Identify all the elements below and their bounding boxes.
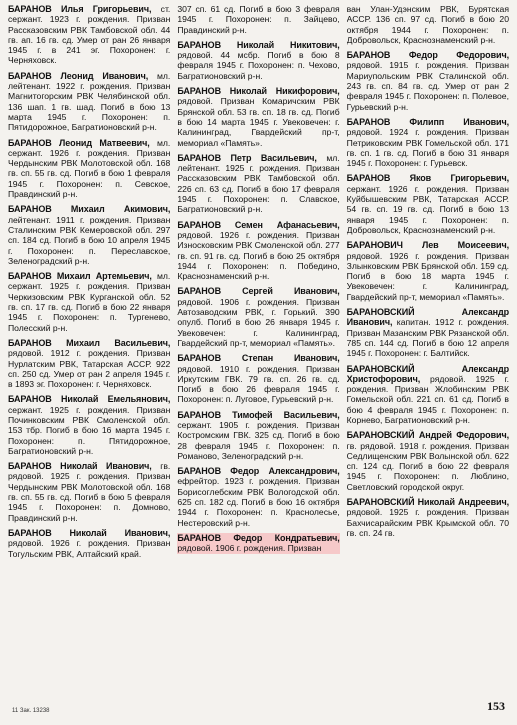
record-entry (177, 353, 339, 404)
record-text: рядовой. 1926 г. рождения. Призван Тогульским РВК, Алтайский край. (8, 538, 171, 559)
record-text: мл. лейтенант. 1922 г. рождения. Призван Магнитогорским РВК Челябинской обл. 136 шап. 1 гв. шад. Погиб в бою 13 марта 1945 г. Похоронен: п. Пятидорожное, Багратионовский р-н. (8, 70, 171, 133)
record-text: рядовой. 1925 г. рождения. Призван Жлобинским РВК Гомельской обл. 221 сп. 61 сд. Погиб в бою 4 февраля 1945 г. Похоронен: п. Корнево, Багратионовский р-н. (346, 373, 509, 425)
record-entry (177, 40, 339, 81)
record-text: мл. лейтенант. 1925 г. рождения. Призван Рассказовским РВК Тамбовской обл. 226 сп. 63 сд. Погиб в бою 17 февраля 1945 г. Похоронен: п. Славское, Багратионовский р-н. (177, 152, 340, 215)
record-name: БАРАНОВ Леонид Матвеевич, (8, 137, 150, 148)
record-text: ефрейтор. 1923 г. рождения. Призван Борисоглебским РВК Вологодской обл. 625 сп. 182 сд. Погиб в бою 16 октября 1944 г. Похоронен: п. Краснолесье, Нестеровский р-н. (177, 476, 340, 528)
record-entry (8, 461, 170, 523)
record-name: БАРАНОВ Семен Афанасьевич, (177, 219, 340, 230)
record-name: БАРАНОВ Илья Григорьевич, (8, 4, 152, 14)
record-entry (177, 286, 339, 348)
record-name: БАРАНОВ Филипп Иванович, (346, 116, 509, 127)
record-text: сержант. 1905 г. рождения. Призван Костромским ГВК. 325 сд. Погиб в бою 28 февраля 1945 г. Похоронен: п. Романово, Зеленоградский р-н. (177, 419, 340, 461)
record-entry (177, 4, 339, 35)
record-entry (347, 307, 509, 358)
record-entry (347, 240, 509, 302)
record-entry (177, 220, 339, 282)
record-text: рядовой. 1912 г. рождения. Призван Нурлатским РВК, Татарская АССР. 922 сп. 250 сд. Умер от ран 2 апреля 1945 г. в 1893 эг. Похоронен: г. Черняховск. (8, 348, 171, 390)
record-name: БАРАНОВ Николай Никифорович, (177, 86, 340, 97)
record-entry (8, 138, 170, 200)
record-entry (8, 338, 170, 389)
record-name: БАРАНОВ Николай Емельянович, (8, 394, 171, 405)
record-entry (347, 117, 509, 168)
record-name: БАРАНОВ Николай Иванович, (8, 461, 152, 472)
record-entry (347, 4, 509, 45)
record-text: мл. сержант. 1925 г. рождения. Призван Черкизовским РВК Курганской обл. 52 гв. сп. 17 гв. сд. Погиб в бою 22 января 1945 г. Похоронен: п. Тургенево, Полесский р-н. (8, 271, 171, 333)
record-name: БАРАНОВ Михаил Артемьевич, (8, 271, 152, 282)
record-text: рядовой. Призван Комаричским РВК Брянской обл. 53 гв. сп. 18 гв. сд. Погиб в бою 14 марта 1945 г. Увековечен: г. Калининград, Гвардейский пр-т, мемориал «Память». (177, 96, 340, 148)
record-entry (8, 71, 170, 133)
page-footer (12, 688, 505, 714)
record-entry (347, 497, 509, 538)
record-name: БАРАНОВ Федор Федорович, (346, 50, 509, 61)
record-text: сержант. 1926 г. рождения. Призван Куйбышевским РВК, Татарская АССР. 54 гв. сп. 19 гв. сд. Погиб в бою 13 января 1945 г. Похоронен: п. Добровольск, Краснознаменский р-н. (346, 183, 509, 235)
record-name: БАРАНОВСКИЙ Андрей Федорович, (346, 430, 509, 441)
record-name: БАРАНОВ Сергей Иванович, (177, 286, 340, 297)
record-entry (8, 204, 170, 266)
record-text: рядовой. 1906 г. рождения. Призван Автозаводским РВК, г. Горький. 390 опулб. Погиб в бою 26 января 1945 г. Увековечен: г. Калининград, Гвардейский пр-т, мемориал «Память». (177, 296, 340, 348)
record-name: БАРАНОВ Тимофей Васильевич, (177, 409, 340, 420)
record-entry (177, 153, 339, 215)
record-name: БАРАНОВ Николай Никитович, (177, 39, 340, 50)
record-entry (8, 528, 170, 559)
record-entry (8, 394, 170, 456)
signature-code: 11 Зак. 13238 (12, 708, 50, 714)
record-text: лейтенант. 1911 г. рождения. Призван Сталинским РВК Кемеровской обл. 297 сп. 184 сд. Погиб в бою 10 апреля 1945 г. Похоронен: п. Переславское, Зеленоградский р-н. (8, 214, 171, 266)
record-text: ст. сержант. 1923 г. рождения. Призван Рассказовским РВК Тамбовской обл. 44 гв. ап. 16 гв. сд. Умер от ран 26 января 1945 г. в 241 эг. Похоронен: г. Черняховск. (8, 4, 171, 66)
record-entry (8, 4, 170, 66)
record-text: рядовой. 1910 г. рождения. Призван Иркутским ГВК. 79 гв. сп. 26 гв. сд. Погиб в бою 26 февраля 1945 г. Похоронен: п. Луговое, Гурьевский р-н. (177, 363, 340, 405)
record-entry (347, 173, 509, 235)
record-text: гв. рядовой. 1918 г. рождения. Призван Седлищенским РВК Волынской обл. 622 сп. 124 сд. Погиб в бою 22 февраля 1945 г. Похоронен: п. Люблино, Светловский городской округ. (346, 440, 509, 492)
column-2 (177, 4, 339, 684)
record-name: БАРАНОВ Федор Кондратьевич, (177, 532, 340, 543)
record-text: ван Улан-Удэнским РВК, Бурятская АССР. 136 сп. 97 сд. Погиб в бою 20 октября 1944 г. Похоронен: п. Добровольск, Краснознаменский р-н. (346, 4, 509, 45)
record-text: 307 сп. 61 сд. Погиб в бою 3 февраля 1945 г. Похоронен: п. Зайцево, Правдинский р-н. (177, 4, 340, 35)
page-number: 153 (487, 699, 505, 713)
record-entry (347, 50, 509, 112)
record-entry (177, 466, 339, 528)
record-name: БАРАНОВСКИЙ Александр Христофорович, (346, 363, 509, 384)
column-1 (8, 4, 170, 684)
record-name: БАРАНОВ Леонид Иванович, (8, 70, 149, 81)
record-name: БАРАНОВ Николай Иванович, (8, 527, 171, 538)
record-text: рядовой. 44 мсбр. Погиб в бою 8 февраля 1945 г. Похоронен: п. Чехово, Багратионовский р-н. (177, 50, 340, 81)
record-text: сержант. 1925 г. рождения. Призван Починковским РВК Смоленской обл. 153 тбр. Погиб в бою 16 марта 1945 г. Похоронен: п. Пятидорожное, Багратионовский р-н. (8, 404, 171, 456)
record-text: капитан. 1912 г. рождения. Призван Мазанским РВК Рязанской обл. 785 сп. 144 сд. Погиб в бою 12 апреля 1945 г. Похоронен: г. Балтийск. (346, 317, 509, 359)
record-entry (177, 533, 339, 554)
record-name: БАРАНОВ Петр Васильевич, (177, 152, 317, 163)
record-text: гв. рядовой. 1925 г. рождения. Призван Чердынским РВК Молотовской обл. 168 гв. сп. 55 гв. сд. Погиб в бою 5 февраля 1945 г. Похоронен: п. Домново, Правдинский р-н. (8, 461, 171, 523)
column-3 (347, 4, 509, 684)
record-text: рядовой. 1926 г. рождения. Призван Износковским РВК Смоленской обл. 277 гв. сп. 91 гв. сд. Погиб в бою 25 октября 1944 г. Похоронен: п. Победино, Краснознаменский р-н. (177, 229, 340, 282)
record-text: рядовой. 1915 г. рождения. Призван Мариупольским РВК Сталинской обл. 243 гв. сп. 84 гв. сд. Умер от ран 2 февраля 1945 г. Похоронен: п. Полевое, Гурьевский р-н. (346, 60, 509, 112)
record-entry (347, 430, 509, 492)
record-entry (177, 410, 339, 461)
record-name: БАРАНОВ Михаил Акимович, (8, 204, 171, 215)
record-name: БАРАНОВСКИЙ Александр Иванович, (346, 307, 509, 328)
record-name: БАРАНОВ Яков Григорьевич, (346, 173, 509, 184)
record-name: БАРАНОВ Федор Александрович, (177, 466, 340, 477)
record-name: БАРАНОВ Михаил Васильевич, (8, 337, 171, 348)
record-entry (347, 364, 509, 426)
record-text: рядовой. 1925 г. рождения. Призван Бахчисарайским РВК Крымской обл. 70 гв. сп. 24 гв. (346, 507, 509, 538)
record-text: мл. сержант. 1926 г. рождения. Призван Чердынским РВК Молотовской обл. 168 гв. сп. 55 гв. сд. Погиб в бою 1 февраля 1945 г. Похоронен: п. Севское, Правдинский р-н. (8, 137, 171, 200)
record-name: БАРАНОВ Степан Иванович, (177, 353, 340, 364)
record-text: рядовой. 1906 г. рождения. Призван (177, 543, 322, 554)
record-entry (177, 86, 339, 148)
document-page (8, 4, 509, 684)
record-name: БАРАНОВСКИЙ Николай Андреевич, (346, 497, 509, 508)
record-text: рядовой. 1926 г. рождения. Призван Злынковским РВК Брянской обл. 159 сд. Погиб в бою 18 марта 1945 г. Увековечен: г. Калининград, Гвардейский пр-т, мемориал «Память». (346, 250, 509, 302)
record-entry (8, 271, 170, 333)
record-text: рядовой. 1924 г. рождения. Призван Петриковским РВК Гомельской обл. 171 гв. сп. 1 гв. сд. Погиб в бою 31 января 1945 г. Похоронен: г. Гурьевск. (346, 127, 509, 169)
record-name: БАРАНОВИЧ Лев Моисеевич, (346, 240, 509, 251)
